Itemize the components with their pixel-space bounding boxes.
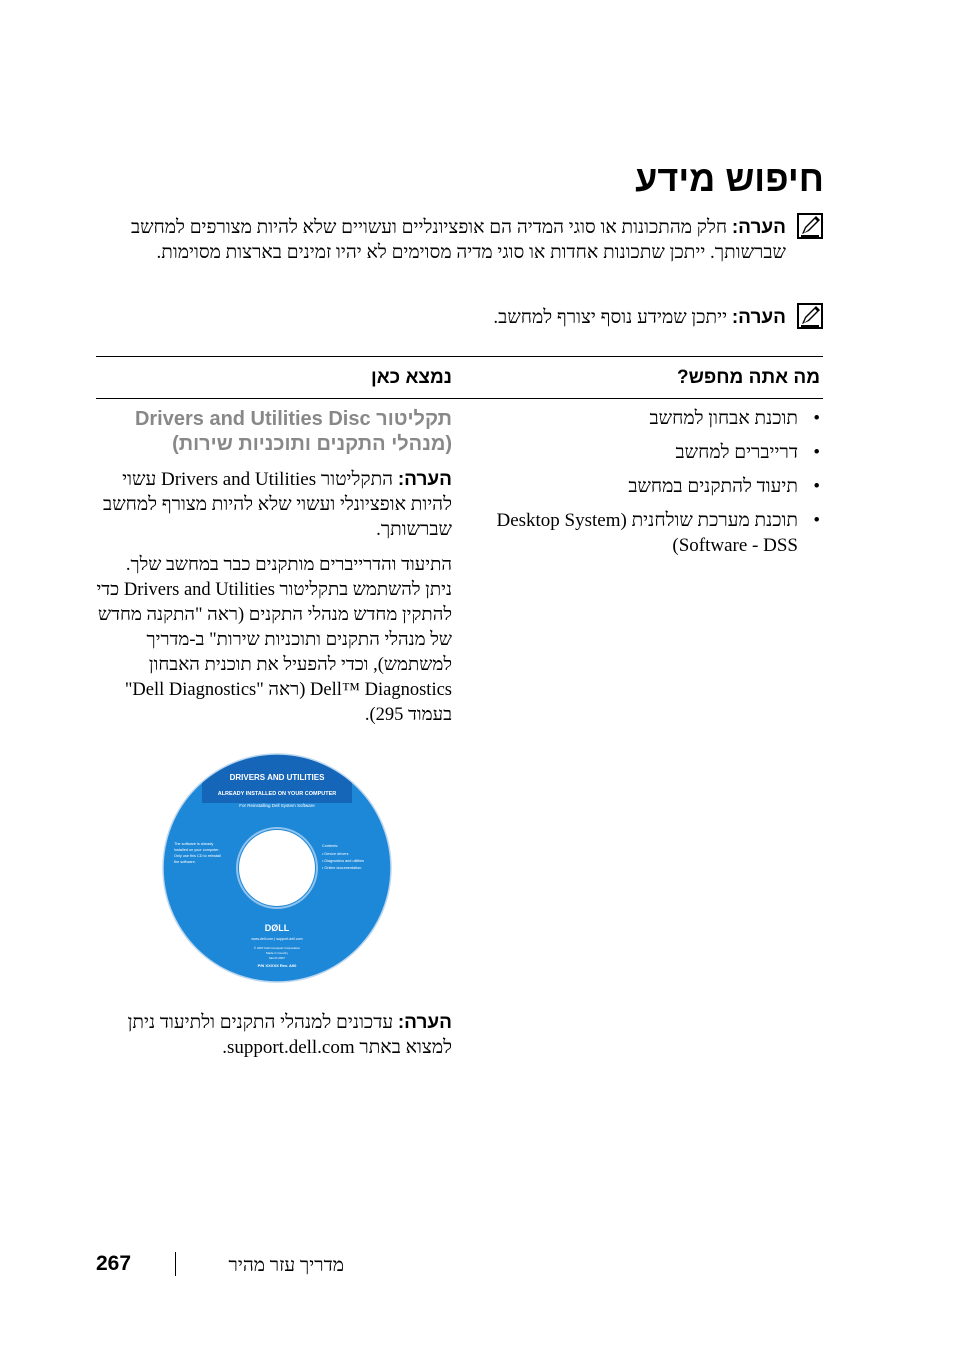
note-2 (286, 305, 786, 330)
footer-divider (175, 1252, 176, 1276)
updates-note-text: עדכונים למנהלי התקנים ולתיעוד ניתן למצוא באתר support.dell.com. (127, 1012, 452, 1058)
disc-subtitle-2: For Reinstalling Dell System Software (239, 803, 315, 808)
note-2-text: ייתכן שמידע נוסף יצורף למחשב. (493, 307, 728, 328)
footer-guide-title: מדריך עזר מהיר (228, 1255, 344, 1276)
list-item: • תיעוד להתקנים במחשב (628, 476, 820, 497)
disc-subtitle: ALREADY INSTALLED ON YOUR COMPUTER (217, 791, 337, 797)
disc-heading: תקליטור Drivers and Utilities Disc (מנהלי התקנים ותוכניות שירות) (134, 408, 452, 455)
disc-note (96, 467, 452, 542)
page-number: 267 (96, 1252, 132, 1275)
drivers-utilities-disc-image (162, 753, 392, 983)
list-item: • דרייברים למחשב (675, 442, 820, 463)
column-header-where: נמצא כאן (370, 367, 452, 388)
list-item: • תוכנת מערכת שולחנית (Desktop System Software - DSS) (496, 510, 820, 556)
updates-note-label: הערה: (397, 1012, 452, 1033)
disc-note-label: הערה: (397, 469, 452, 490)
svg-text:Month 2007: Month 2007 (269, 956, 285, 960)
svg-text:Contents:: Contents: (322, 844, 339, 848)
svg-text:installed on your computer.: installed on your computer. (174, 848, 220, 852)
svg-text:Made in Country: Made in Country (265, 951, 289, 955)
disc-part-number: P/N XXXXX Rev. A00 (257, 963, 297, 968)
list-item: • תוכנת אבחון למחשב (649, 408, 820, 429)
note-1-label: הערה: (731, 217, 786, 238)
table-header-rule (96, 398, 823, 399)
table-top-rule (96, 356, 823, 357)
note-pencil-icon (797, 303, 823, 329)
search-items-list (484, 406, 824, 567)
disc-url: www.dell.com | support.dell.com (251, 937, 303, 941)
disc-note-text: התקליטור Drivers and Utilities עשוי להיות אופציונלי ועשוי שלא להיות מצורף למחשב שברשותך. (103, 469, 452, 540)
svg-text:• Online documentation: • Online documentation (322, 866, 362, 870)
disc-center-hole (239, 830, 315, 906)
svg-text:The software is already: The software is already (174, 842, 214, 846)
note-1-text: חלק מהתכונות או סוגי המדיה הם אופציונליים ועשויים שלא להיות מצורפים למחשב שברשותך. ייתכן שתכונות אחדות או סוגי מדיה מסוימים לא יהיו זמינים בארצות מסוימות. (130, 217, 786, 263)
svg-text:• Diagnostics and utilities: • Diagnostics and utilities (322, 859, 365, 863)
svg-text:© 2007 Dell Computer Corporati: © 2007 Dell Computer Corporation (253, 946, 301, 950)
disc-title: DRIVERS AND UTILITIES (229, 773, 325, 782)
page-title: חיפוש מידע (635, 158, 824, 199)
dell-logo: DØLL (264, 923, 290, 933)
note-1 (96, 215, 786, 265)
note-2-label: הערה: (731, 307, 786, 328)
svg-text:Only use this CD to reinstall: Only use this CD to reinstall (174, 854, 221, 858)
svg-text:the software.: the software. (174, 860, 196, 864)
disc-description: התיעוד והדרייברים מותקנים כבר במחשב שלך. ניתן להשתמש בתקליטור Drivers and Utilities כדי להתקין מחדש מנהלי התקנים (ראה "התקנה מחדש של מנהלי התקנים ותוכניות שירות" ב-מדריך למשתמש), וכדי להפעיל את תוכנית האבחון Dell™ Diagnostics (ראה "Dell Diagnostics" בעמוד 295). (96, 555, 452, 725)
column-header-what: מה אתה מחפש? (676, 367, 820, 388)
note-pencil-icon (797, 213, 823, 239)
updates-note (96, 1010, 452, 1060)
svg-text:• Device drivers: • Device drivers (322, 852, 349, 856)
